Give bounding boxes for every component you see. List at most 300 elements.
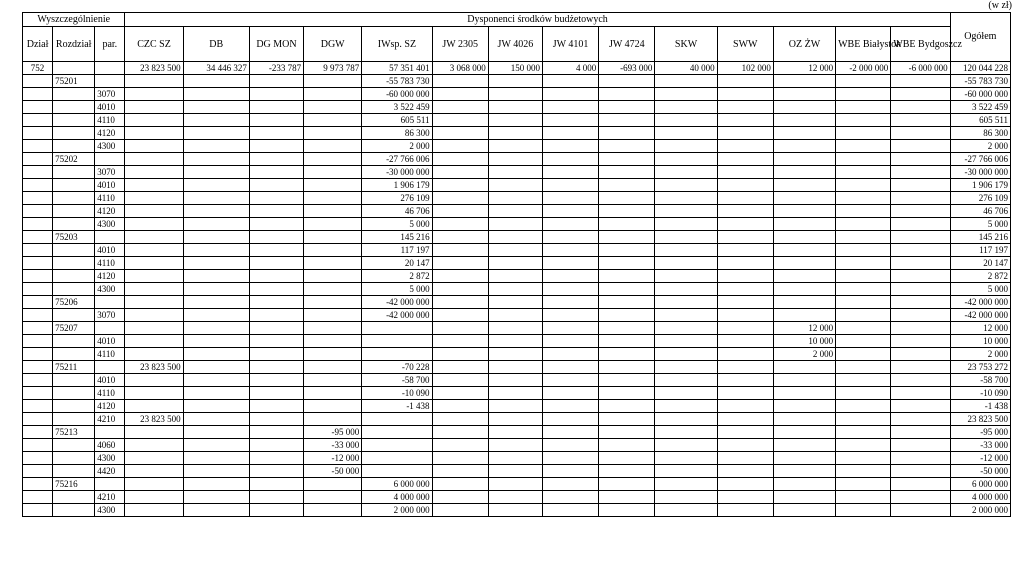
cell-value [655, 309, 717, 322]
cell-total: 23 753 272 [950, 361, 1010, 374]
table-row [23, 439, 1011, 452]
cell-value [836, 244, 891, 257]
cell-value [655, 244, 717, 257]
cell-par: 4010 [95, 374, 125, 387]
cell-value [836, 218, 891, 231]
cell-value [599, 153, 655, 166]
cell-value [655, 218, 717, 231]
cell-value [488, 309, 542, 322]
cell-value [249, 140, 303, 153]
cell-value [717, 257, 773, 270]
cell-value [891, 166, 950, 179]
cell-value [432, 75, 488, 88]
cell-value: -70 228 [362, 361, 432, 374]
cell-value [249, 75, 303, 88]
cell-value: 12 000 [773, 322, 835, 335]
cell-rozdzial [53, 140, 95, 153]
cell-value [655, 322, 717, 335]
cell-value [183, 478, 249, 491]
cell-value [655, 335, 717, 348]
cell-dzial [23, 153, 53, 166]
cell-par: 4300 [95, 452, 125, 465]
cell-value [773, 283, 835, 296]
cell-value [362, 413, 432, 426]
table-row [23, 101, 1011, 114]
cell-value [183, 374, 249, 387]
header-columns-row [23, 27, 1011, 62]
cell-value [717, 348, 773, 361]
cell-value [488, 361, 542, 374]
cell-total: 2 000 [950, 348, 1010, 361]
cell-value [891, 231, 950, 244]
cell-value [891, 101, 950, 114]
cell-total: 86 300 [950, 127, 1010, 140]
cell-total: 2 000 [950, 140, 1010, 153]
cell-value: 3 068 000 [432, 62, 488, 75]
cell-par: 4060 [95, 439, 125, 452]
table-row [23, 361, 1011, 374]
cell-value [183, 270, 249, 283]
cell-value [655, 114, 717, 127]
cell-value [488, 335, 542, 348]
cell-value [432, 387, 488, 400]
cell-value [599, 400, 655, 413]
cell-value [488, 257, 542, 270]
cell-value [717, 218, 773, 231]
cell-value [891, 439, 950, 452]
cell-rozdzial: 75206 [53, 296, 95, 309]
cell-value [432, 478, 488, 491]
cell-rozdzial [53, 348, 95, 361]
cell-value [304, 335, 362, 348]
table-row [23, 465, 1011, 478]
cell-dzial [23, 283, 53, 296]
cell-value [125, 244, 183, 257]
cell-value [183, 114, 249, 127]
cell-value [432, 374, 488, 387]
table-row [23, 322, 1011, 335]
cell-par [95, 478, 125, 491]
cell-value [891, 127, 950, 140]
cell-value [655, 127, 717, 140]
cell-value [304, 296, 362, 309]
table-row [23, 504, 1011, 517]
cell-value [125, 296, 183, 309]
cell-value [717, 504, 773, 517]
cell-value [836, 114, 891, 127]
cell-par [95, 361, 125, 374]
cell-rozdzial [53, 257, 95, 270]
cell-value [542, 322, 598, 335]
cell-value [488, 231, 542, 244]
cell-par: 4300 [95, 218, 125, 231]
cell-rozdzial: 75201 [53, 75, 95, 88]
cell-total: -60 000 000 [950, 88, 1010, 101]
header-column: CZC SZ [125, 27, 183, 62]
cell-value [773, 361, 835, 374]
cell-par: 4010 [95, 244, 125, 257]
cell-value [773, 413, 835, 426]
cell-value [125, 322, 183, 335]
cell-value [599, 439, 655, 452]
cell-value: -33 000 [304, 439, 362, 452]
cell-par: 4110 [95, 387, 125, 400]
cell-value [432, 400, 488, 413]
cell-value [655, 504, 717, 517]
cell-value [836, 309, 891, 322]
cell-value [432, 231, 488, 244]
cell-value [773, 218, 835, 231]
cell-value [655, 205, 717, 218]
cell-value [304, 400, 362, 413]
cell-value [836, 101, 891, 114]
cell-value [488, 114, 542, 127]
cell-value [432, 270, 488, 283]
cell-dzial [23, 413, 53, 426]
cell-value [304, 322, 362, 335]
cell-rozdzial [53, 127, 95, 140]
cell-total: 145 216 [950, 231, 1010, 244]
header-column: OZ ŻW [773, 27, 835, 62]
cell-value [432, 205, 488, 218]
cell-total: -33 000 [950, 439, 1010, 452]
cell-value [773, 88, 835, 101]
cell-value [432, 322, 488, 335]
cell-value [125, 114, 183, 127]
cell-value [432, 244, 488, 257]
cell-rozdzial [53, 491, 95, 504]
cell-value [655, 140, 717, 153]
table-row [23, 218, 1011, 231]
cell-value [488, 270, 542, 283]
cell-rozdzial [53, 166, 95, 179]
cell-value [183, 166, 249, 179]
cell-value [542, 205, 598, 218]
cell-value [125, 283, 183, 296]
cell-value [655, 348, 717, 361]
cell-dzial [23, 101, 53, 114]
cell-value [655, 426, 717, 439]
header-column: SKW [655, 27, 717, 62]
cell-value [655, 101, 717, 114]
cell-value: 57 351 401 [362, 62, 432, 75]
cell-par: 4010 [95, 335, 125, 348]
cell-value: 10 000 [773, 335, 835, 348]
cell-value [891, 192, 950, 205]
cell-dzial [23, 504, 53, 517]
cell-total: -1 438 [950, 400, 1010, 413]
cell-value [125, 179, 183, 192]
table-row [23, 491, 1011, 504]
table-row [23, 140, 1011, 153]
cell-dzial [23, 439, 53, 452]
cell-value [655, 478, 717, 491]
cell-value [836, 452, 891, 465]
cell-par: 4300 [95, 283, 125, 296]
cell-value [125, 101, 183, 114]
header-par: par. [95, 27, 125, 62]
cell-value [488, 504, 542, 517]
table-row [23, 244, 1011, 257]
cell-value [125, 309, 183, 322]
cell-value [432, 348, 488, 361]
cell-value [891, 153, 950, 166]
cell-dzial: 752 [23, 62, 53, 75]
cell-value [891, 75, 950, 88]
cell-value [249, 335, 303, 348]
cell-total: 1 906 179 [950, 179, 1010, 192]
cell-value [836, 257, 891, 270]
unit-label: (w zł) [988, 0, 1012, 11]
cell-value: -233 787 [249, 62, 303, 75]
cell-total: 2 000 000 [950, 504, 1010, 517]
cell-value [599, 283, 655, 296]
header-column: DB [183, 27, 249, 62]
header-total: Ogółem [950, 13, 1010, 62]
cell-rozdzial [53, 400, 95, 413]
cell-value [542, 361, 598, 374]
cell-value [488, 478, 542, 491]
cell-dzial [23, 270, 53, 283]
table-row [23, 270, 1011, 283]
cell-value [249, 270, 303, 283]
cell-value [891, 257, 950, 270]
cell-value [773, 465, 835, 478]
cell-value [836, 166, 891, 179]
cell-value [891, 374, 950, 387]
table-row [23, 335, 1011, 348]
cell-value [183, 283, 249, 296]
cell-par: 4120 [95, 400, 125, 413]
cell-value [717, 140, 773, 153]
cell-value [891, 140, 950, 153]
cell-value [717, 309, 773, 322]
cell-value: 23 823 500 [125, 62, 183, 75]
header-column: JW 4724 [599, 27, 655, 62]
cell-value [125, 504, 183, 517]
cell-par: 4010 [95, 101, 125, 114]
cell-value [249, 426, 303, 439]
cell-dzial [23, 478, 53, 491]
cell-value: -30 000 000 [362, 166, 432, 179]
cell-rozdzial [53, 101, 95, 114]
cell-rozdzial [53, 88, 95, 101]
cell-value [125, 335, 183, 348]
cell-value [599, 322, 655, 335]
cell-value [599, 309, 655, 322]
cell-total: 5 000 [950, 283, 1010, 296]
cell-value [304, 374, 362, 387]
cell-value [717, 387, 773, 400]
cell-value [836, 335, 891, 348]
cell-value [362, 426, 432, 439]
cell-value [432, 439, 488, 452]
cell-value: 12 000 [773, 62, 835, 75]
cell-value: 150 000 [488, 62, 542, 75]
cell-value [249, 400, 303, 413]
cell-value [599, 114, 655, 127]
cell-value: -1 438 [362, 400, 432, 413]
cell-value [249, 114, 303, 127]
cell-value [599, 491, 655, 504]
cell-rozdzial: 75202 [53, 153, 95, 166]
cell-value [891, 88, 950, 101]
cell-value [836, 153, 891, 166]
cell-value [836, 491, 891, 504]
cell-value [891, 387, 950, 400]
cell-total: -10 090 [950, 387, 1010, 400]
cell-value [183, 322, 249, 335]
cell-rozdzial: 75207 [53, 322, 95, 335]
cell-value [717, 335, 773, 348]
cell-value [125, 218, 183, 231]
cell-value [773, 244, 835, 257]
cell-value [249, 192, 303, 205]
cell-value [542, 114, 598, 127]
cell-value: 9 973 787 [304, 62, 362, 75]
cell-value [717, 452, 773, 465]
cell-dzial [23, 296, 53, 309]
header-group-right: Dysponenci środków budżetowych [125, 13, 950, 27]
cell-value [542, 166, 598, 179]
cell-par: 4110 [95, 348, 125, 361]
cell-dzial [23, 192, 53, 205]
cell-value: -58 700 [362, 374, 432, 387]
cell-value [542, 374, 598, 387]
cell-value [773, 140, 835, 153]
cell-value [249, 88, 303, 101]
cell-total: 276 109 [950, 192, 1010, 205]
cell-value [432, 426, 488, 439]
cell-value: 23 823 500 [125, 413, 183, 426]
cell-dzial [23, 400, 53, 413]
cell-total: -50 000 [950, 465, 1010, 478]
cell-value [542, 127, 598, 140]
cell-value [599, 166, 655, 179]
cell-par [95, 231, 125, 244]
cell-value [891, 361, 950, 374]
cell-value [183, 426, 249, 439]
cell-value [125, 140, 183, 153]
cell-value [836, 374, 891, 387]
cell-value [773, 270, 835, 283]
budget-table [22, 12, 1011, 517]
cell-total: -42 000 000 [950, 309, 1010, 322]
cell-value [488, 491, 542, 504]
cell-par: 4300 [95, 140, 125, 153]
cell-value [125, 166, 183, 179]
cell-value [362, 465, 432, 478]
header-column: WBE Bydgoszcz [891, 27, 950, 62]
cell-value [773, 166, 835, 179]
cell-dzial [23, 244, 53, 257]
cell-value [488, 88, 542, 101]
table-row [23, 114, 1011, 127]
cell-value [599, 452, 655, 465]
table-row [23, 153, 1011, 166]
cell-value [432, 504, 488, 517]
cell-value [125, 153, 183, 166]
cell-dzial [23, 231, 53, 244]
cell-value [249, 244, 303, 257]
header-dzial: Dział [23, 27, 53, 62]
cell-par [95, 62, 125, 75]
cell-value: 40 000 [655, 62, 717, 75]
cell-value [183, 179, 249, 192]
cell-value [183, 452, 249, 465]
cell-value [836, 283, 891, 296]
table-row [23, 205, 1011, 218]
cell-value [773, 179, 835, 192]
cell-value [249, 309, 303, 322]
cell-value [432, 257, 488, 270]
cell-value: 6 000 000 [362, 478, 432, 491]
cell-total: 117 197 [950, 244, 1010, 257]
table-body [23, 62, 1011, 517]
cell-par [95, 296, 125, 309]
cell-value [542, 491, 598, 504]
cell-rozdzial [53, 335, 95, 348]
cell-par [95, 426, 125, 439]
cell-value [249, 179, 303, 192]
cell-value [432, 153, 488, 166]
cell-value [717, 400, 773, 413]
cell-value [891, 478, 950, 491]
cell-value [891, 400, 950, 413]
cell-value [891, 114, 950, 127]
cell-value [773, 439, 835, 452]
cell-value [542, 75, 598, 88]
cell-value [304, 504, 362, 517]
cell-rozdzial [53, 179, 95, 192]
cell-value [249, 231, 303, 244]
cell-value [125, 400, 183, 413]
cell-value [717, 127, 773, 140]
cell-value [542, 244, 598, 257]
cell-dzial [23, 452, 53, 465]
cell-value [599, 374, 655, 387]
cell-value [249, 153, 303, 166]
cell-value [183, 192, 249, 205]
cell-value [655, 465, 717, 478]
table-row [23, 296, 1011, 309]
cell-value [362, 452, 432, 465]
cell-par: 4120 [95, 270, 125, 283]
cell-value [304, 478, 362, 491]
cell-value [125, 491, 183, 504]
cell-par: 3070 [95, 309, 125, 322]
cell-value [249, 361, 303, 374]
cell-value [125, 88, 183, 101]
header-column: SWW [717, 27, 773, 62]
cell-value: 2 000 [773, 348, 835, 361]
cell-value [542, 283, 598, 296]
cell-value [717, 231, 773, 244]
cell-value [183, 218, 249, 231]
header-column: WBE Białystok [836, 27, 891, 62]
cell-value [304, 140, 362, 153]
cell-value [249, 127, 303, 140]
header-column: JW 2305 [432, 27, 488, 62]
cell-value [125, 127, 183, 140]
cell-total: -95 000 [950, 426, 1010, 439]
cell-value: -55 783 730 [362, 75, 432, 88]
cell-value [488, 166, 542, 179]
cell-value [542, 231, 598, 244]
cell-value [655, 166, 717, 179]
cell-value: -27 766 006 [362, 153, 432, 166]
cell-value [655, 400, 717, 413]
